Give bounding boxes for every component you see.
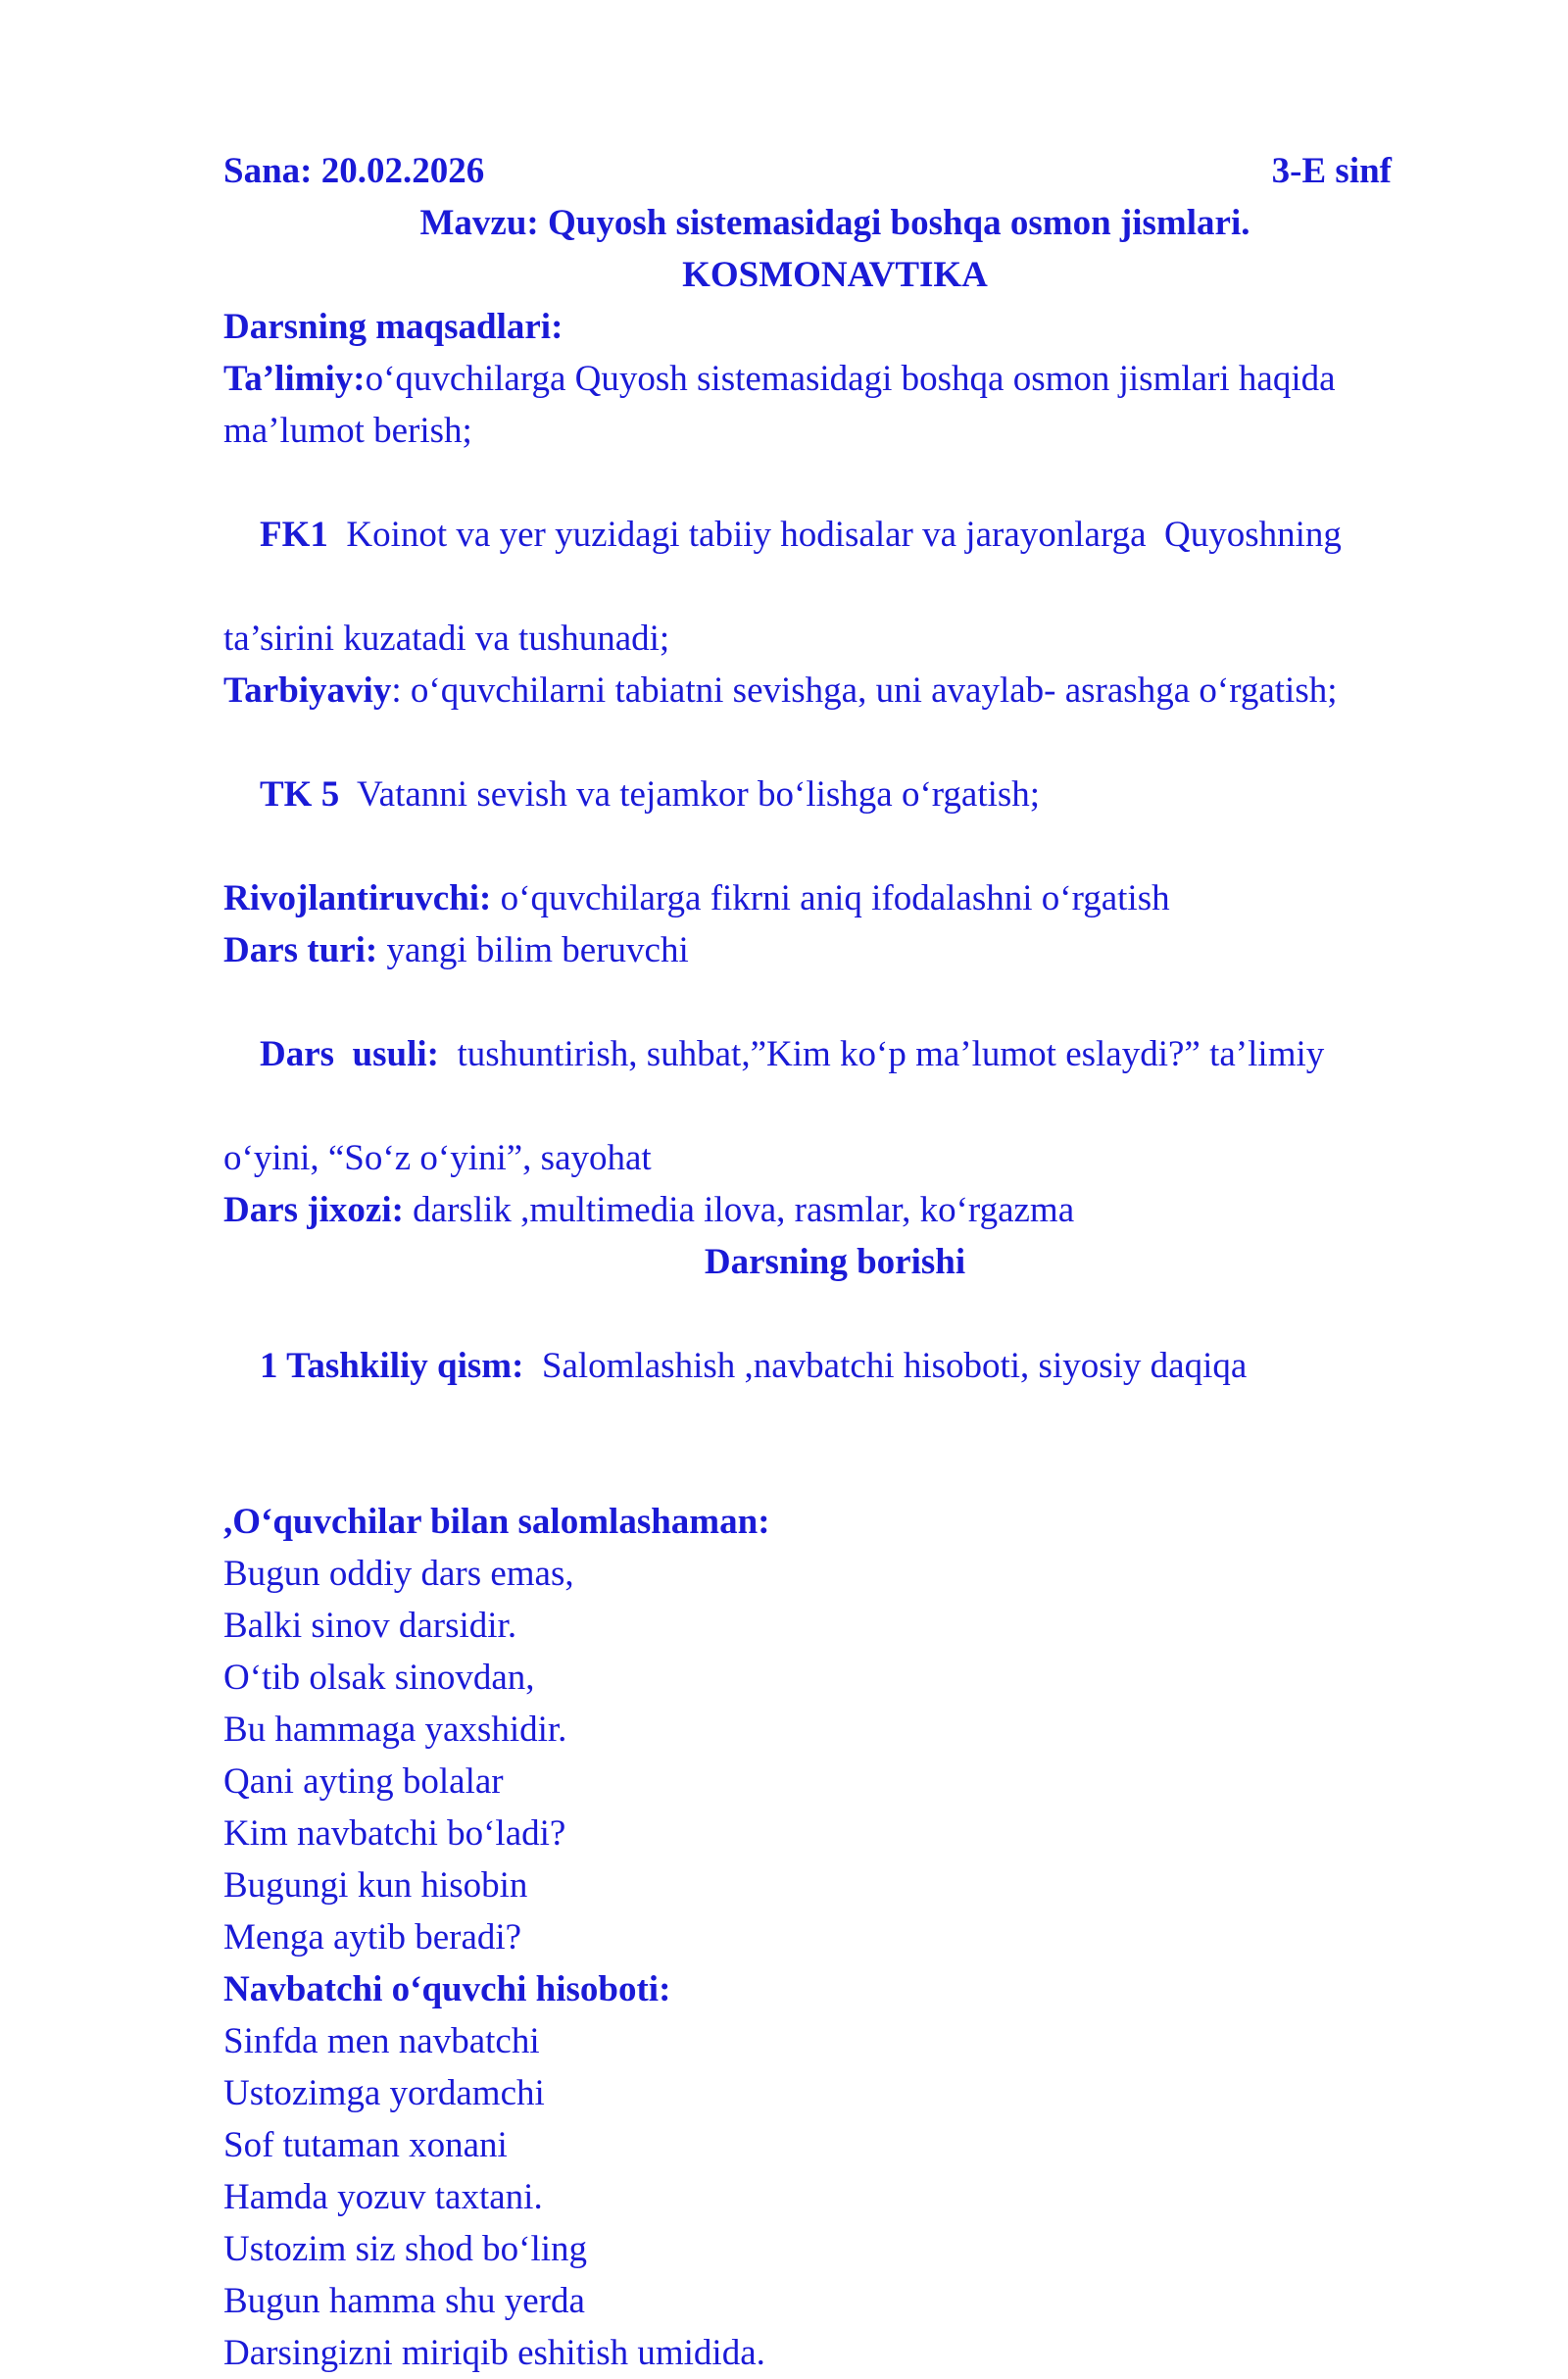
goal-tarbiyaviy bbox=[223, 665, 1446, 717]
topic-subtitle: KOSMONAVTIKA bbox=[682, 255, 988, 295]
lesson-type-text: yangi bilim beruvchi bbox=[377, 930, 689, 970]
goal-rivojlantiruvchi bbox=[223, 872, 1446, 924]
goal-tarbiyaviy-text: : o‘quvchilarni tabiatni sevishga, uni avaylab- asrashga o‘rgatish; bbox=[391, 670, 1338, 711]
goal-talimiy-label: Ta’limiy: bbox=[223, 359, 366, 399]
goal-rivojlantiruvchi-text: o‘quvchilarga fikrni aniq ifodalashni o‘rgatish bbox=[491, 878, 1170, 918]
goal-fk1 bbox=[223, 457, 1446, 613]
header-row bbox=[223, 145, 1446, 197]
greeting-heading: ,O‘quvchilar bilan salomlashaman: bbox=[223, 1502, 770, 1542]
goal-fk1-text: Koinot va yer yuzidagi tabiiy hodisalar va jarayonlarga Quyoshning bbox=[327, 515, 1342, 555]
lesson-method-text: tushuntirish, suhbat,”Kim ko‘p ma’lumot eslaydi?” ta’limiy bbox=[438, 1034, 1325, 1074]
report-line: Ustozim siz shod bo‘ling bbox=[223, 2229, 588, 2269]
spacer bbox=[223, 1444, 1446, 1496]
report-line: Ustozimga yordamchi bbox=[223, 2073, 545, 2113]
greeting-line: Bugungi kun hisobin bbox=[223, 1865, 528, 1906]
greeting-line: Kim navbatchi bo‘ladi? bbox=[223, 1813, 566, 1854]
lesson-equipment-text: darslik ,multimedia ilova, rasmlar, ko‘rgazma bbox=[403, 1190, 1075, 1230]
goal-talimiy bbox=[223, 353, 1446, 405]
goal-fk1-label: FK1 bbox=[260, 515, 328, 555]
part1 bbox=[223, 1288, 1446, 1444]
lesson-equipment bbox=[223, 1184, 1446, 1236]
goal-tk5-label: TK 5 bbox=[260, 774, 340, 815]
lesson-method-continued: o‘yini, “So‘z o‘yini”, sayohat bbox=[223, 1138, 652, 1178]
progress-heading: Darsning borishi bbox=[704, 1242, 966, 1282]
report-line: Hamda yozuv taxtani. bbox=[223, 2177, 543, 2217]
goal-rivojlantiruvchi-label: Rivojlantiruvchi: bbox=[223, 878, 492, 918]
document-page bbox=[223, 145, 1446, 2379]
report-heading: Navbatchi o‘quvchi hisoboti: bbox=[223, 1969, 671, 2009]
goal-talimiy-continued: ma’lumot berish; bbox=[223, 411, 472, 451]
class-name: 3-E sinf bbox=[1271, 151, 1392, 191]
report-line: Bugun hamma shu yerda bbox=[223, 2281, 585, 2321]
report-line: Sinfda men navbatchi bbox=[223, 2021, 540, 2061]
lesson-type-label: Dars turi: bbox=[223, 930, 378, 970]
greeting-line: Qani ayting bolalar bbox=[223, 1761, 504, 1802]
greeting-line: O‘tib olsak sinovdan, bbox=[223, 1658, 535, 1698]
topic-title: Mavzu: Quyosh sistemasidagi boshqa osmon jismlari. bbox=[419, 203, 1250, 243]
report-line: Darsingizni miriqib eshitish umidida. bbox=[223, 2333, 765, 2373]
greeting-line: Balki sinov darsidir. bbox=[223, 1606, 517, 1646]
lesson-method bbox=[223, 976, 1446, 1132]
lesson-date: Sana: 20.02.2026 bbox=[223, 151, 485, 191]
goal-tk5-text: Vatanni sevish va tejamkor bo‘lishga o‘rgatish; bbox=[339, 774, 1041, 815]
goal-talimiy-text: o‘quvchilarga Quyosh sistemasidagi boshqa osmon jismlari haqida bbox=[365, 359, 1336, 399]
lesson-type bbox=[223, 924, 1446, 976]
goal-fk1-continued: ta’sirini kuzatadi va tushunadi; bbox=[223, 619, 670, 659]
greeting-line: Bugun oddiy dars emas, bbox=[223, 1554, 574, 1594]
greeting-line: Bu hammaga yaxshidir. bbox=[223, 1710, 567, 1750]
goals-heading: Darsning maqsadlari: bbox=[223, 307, 564, 347]
part1-label: 1 Tashkiliy qism: bbox=[260, 1346, 524, 1386]
goal-tarbiyaviy-label: Tarbiyaviy bbox=[223, 670, 392, 711]
greeting-line: Menga aytib beradi? bbox=[223, 1917, 522, 1958]
report-line: Sof tutaman xonani bbox=[223, 2125, 508, 2165]
lesson-equipment-label: Dars jixozi: bbox=[223, 1190, 404, 1230]
goal-tk5 bbox=[223, 717, 1446, 872]
part1-text: Salomlashish ,navbatchi hisoboti, siyosiy daqiqa bbox=[523, 1346, 1248, 1386]
lesson-method-label: Dars usuli: bbox=[260, 1034, 439, 1074]
